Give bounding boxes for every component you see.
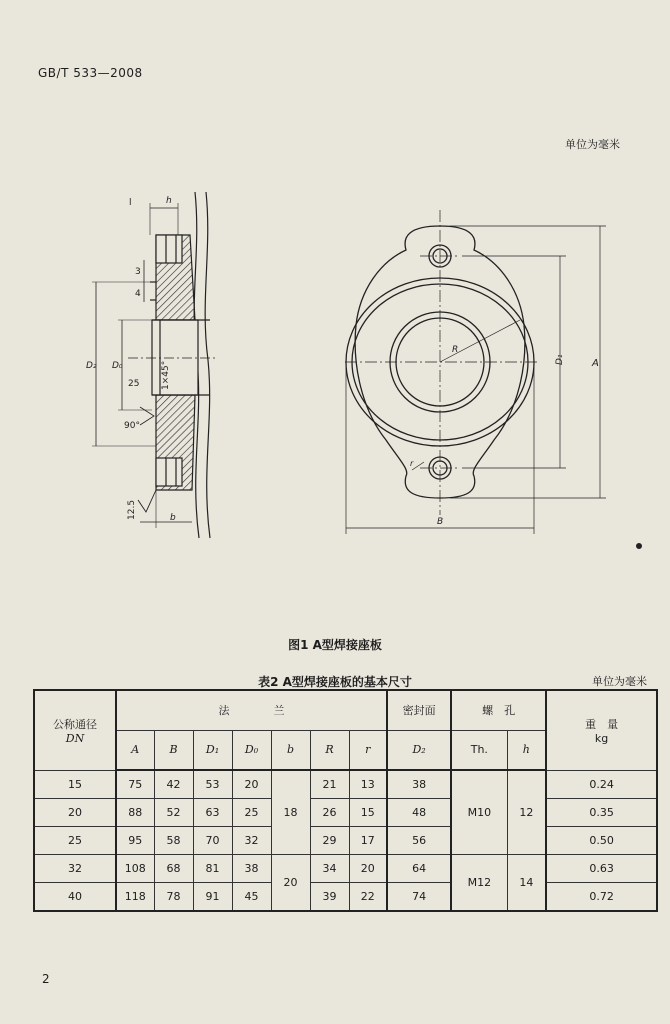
cell-R: 29 (310, 827, 349, 855)
cell-r: 17 (349, 827, 387, 855)
label-R: R (452, 345, 459, 355)
cell-B: 78 (154, 882, 193, 911)
subhead-D0: D₀ (232, 730, 271, 770)
cell-D0: 32 (232, 827, 271, 855)
cell-dn: 15 (34, 770, 116, 799)
header-dn (34, 690, 116, 770)
dimensions-table (33, 689, 658, 912)
page-number: 2 (42, 972, 50, 986)
cell-B: 68 (154, 854, 193, 882)
label-4: 4 (135, 289, 141, 299)
standard-code: GB/T 533—2008 (38, 66, 143, 80)
technical-drawing (0, 180, 670, 550)
table-row (34, 799, 657, 827)
cell-B: 42 (154, 770, 193, 799)
cell-R: 34 (310, 854, 349, 882)
cell-B: 52 (154, 799, 193, 827)
cell-h-merged: 12 (507, 770, 546, 854)
cell-b-merged: 18 (271, 770, 310, 854)
cell-D1: 70 (193, 827, 232, 855)
label-chamfer: 1×45° (161, 360, 171, 390)
subhead-A: A (116, 730, 154, 770)
subhead-b: b (271, 730, 310, 770)
table-title: 表2 A型焊接座板的基本尺寸 (258, 675, 412, 689)
cell-A: 108 (116, 854, 154, 882)
cell-weight: 0.72 (546, 882, 657, 911)
cell-A: 75 (116, 770, 154, 799)
cell-r: 20 (349, 854, 387, 882)
cell-D2: 64 (387, 854, 451, 882)
table-row (34, 770, 657, 799)
cell-weight: 0.24 (546, 770, 657, 799)
side-section-view (92, 192, 215, 538)
cell-th-merged: M12 (451, 854, 507, 911)
header-weight (546, 690, 657, 770)
label-D0-side: D₀ (112, 361, 123, 371)
header-flange: 法 兰 (116, 690, 387, 730)
unit-note-table: 单位为毫米 (592, 675, 647, 688)
header-bolt-hole: 螺 孔 (451, 690, 546, 730)
subhead-h: h (507, 730, 546, 770)
cell-D1: 81 (193, 854, 232, 882)
label-h: h (166, 196, 172, 206)
unit-note-top: 单位为毫米 (565, 138, 620, 151)
cell-D1: 91 (193, 882, 232, 911)
cell-r: 13 (349, 770, 387, 799)
label-25: 25 (128, 379, 140, 389)
label-b-side: b (170, 513, 176, 523)
cell-dn: 32 (34, 854, 116, 882)
header-dn-label: 公称通径 (53, 717, 97, 731)
cell-D0: 20 (232, 770, 271, 799)
figure-caption: 图1 A型焊接座板 (288, 638, 382, 652)
cell-weight: 0.63 (546, 854, 657, 882)
label-D1: D₁ (555, 354, 565, 365)
header-dn-symbol: DN (65, 731, 85, 745)
label-B: B (437, 517, 444, 527)
table-row (34, 882, 657, 911)
cell-dn: 20 (34, 799, 116, 827)
subhead-B: B (154, 730, 193, 770)
cell-weight: 0.50 (546, 827, 657, 855)
cell-r: 15 (349, 799, 387, 827)
header-weight-unit: kg (594, 731, 609, 745)
table-row (34, 854, 657, 882)
cell-dn: 40 (34, 882, 116, 911)
label-l: l (129, 198, 132, 208)
cell-D0: 45 (232, 882, 271, 911)
cell-R: 39 (310, 882, 349, 911)
label-D2-side: D₂ (86, 361, 97, 371)
label-roughness: 12.5 (127, 499, 137, 520)
subhead-D2: D₂ (387, 730, 451, 770)
cell-B: 58 (154, 827, 193, 855)
cell-weight: 0.35 (546, 799, 657, 827)
header-seal: 密封面 (387, 690, 451, 730)
cell-D2: 38 (387, 770, 451, 799)
cell-h-merged: 14 (507, 854, 546, 911)
cell-A: 88 (116, 799, 154, 827)
subhead-D1: D₁ (193, 730, 232, 770)
cell-dn: 25 (34, 827, 116, 855)
cell-D2: 74 (387, 882, 451, 911)
header-weight-label: 重 量 (585, 717, 619, 731)
cell-D0: 25 (232, 799, 271, 827)
label-r: r (410, 459, 414, 468)
cell-r: 22 (349, 882, 387, 911)
subhead-Th: Th. (451, 730, 507, 770)
cell-D2: 56 (387, 827, 451, 855)
cell-D1: 53 (193, 770, 232, 799)
subhead-R: R (310, 730, 349, 770)
cell-D2: 48 (387, 799, 451, 827)
cell-D0: 38 (232, 854, 271, 882)
cell-b-merged: 20 (271, 854, 310, 911)
label-90deg: 90° (124, 421, 140, 431)
subhead-r: r (349, 730, 387, 770)
page-mark-dot (636, 543, 642, 549)
cell-R: 26 (310, 799, 349, 827)
cell-A: 95 (116, 827, 154, 855)
label-A: A (592, 358, 599, 369)
cell-th-merged: M10 (451, 770, 507, 854)
cell-A: 118 (116, 882, 154, 911)
cell-D1: 63 (193, 799, 232, 827)
plan-view (345, 210, 606, 534)
table-row (34, 827, 657, 855)
cell-R: 21 (310, 770, 349, 799)
label-3: 3 (135, 267, 141, 277)
